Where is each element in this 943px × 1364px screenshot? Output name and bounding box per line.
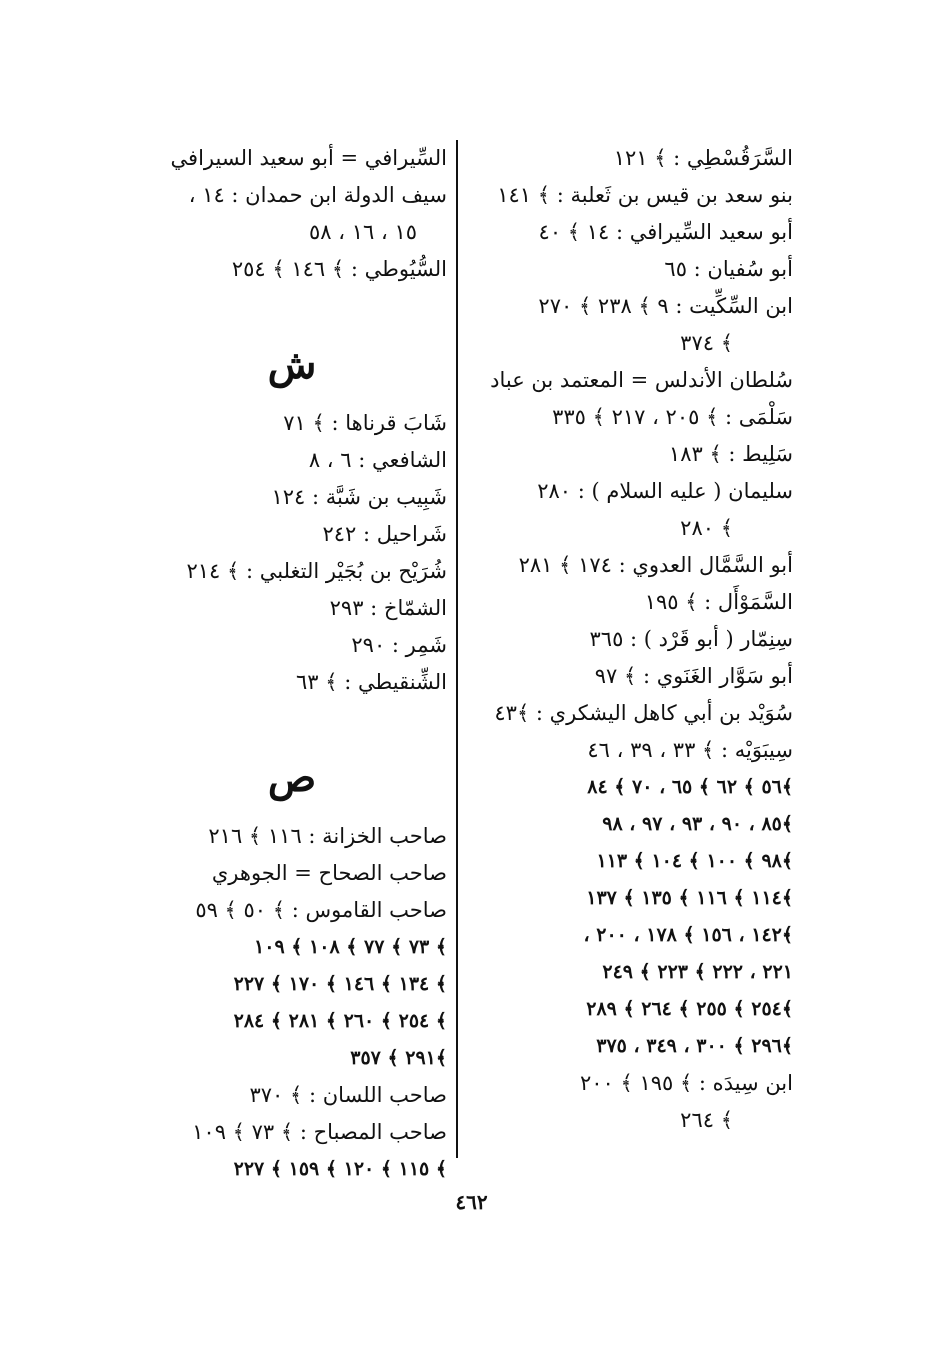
index-entry: سليمان ( عليه السلام ) : ٢٨٠ xyxy=(537,479,793,503)
index-entry: سَلْمَى : ﴾ ٢٠٥ ، ٢١٧ ﴾ ٣٣٥ xyxy=(552,405,793,429)
index-entry-continuation: ﴾١١٤ ﴾ ١١٦ ﴾ ١٣٥ ﴾ ١٣٧ xyxy=(586,887,793,909)
index-entry: شَابَ قرناها : ﴾ ٧١ xyxy=(283,411,447,435)
index-entry-continuation: ﴾ ١٣٤ ﴾ ١٤٦ ﴾ ١٧٠ ﴾ ٢٢٧ xyxy=(233,973,447,995)
index-entry: بنو سعد بن قيس بن ثَعلبة : ﴾ ١٤١ xyxy=(497,183,793,207)
index-entry: الشافعي : ٦ ، ٨ xyxy=(308,448,447,472)
index-entry-continuation: ﴾٥٦ ﴾ ٦٢ ﴾ ٦٥ ، ٧٠ ﴾ ٨٤ xyxy=(587,776,793,798)
index-entry-continuation: ﴾٢٥٤ ﴾ ٢٥٥ ﴾ ٢٦٤ ﴾ ٢٨٩ xyxy=(586,998,793,1020)
index-entry: أبو سَوَّار الغَنَوي : ﴾ ٩٧ xyxy=(594,664,793,688)
column-divider xyxy=(456,140,458,1158)
index-entry: السُّيُوطي : ﴾ ١٤٦ ﴾ ٢٥٤ xyxy=(231,257,447,281)
index-entry: شَبِيب بن شَبَّة : ١٢٤ xyxy=(271,485,447,509)
index-entry: شُرَيْح بن بُجَيْر التغلبي : ﴾ ٢١٤ xyxy=(186,559,447,583)
index-column-right xyxy=(463,140,793,1139)
index-entry: سُوَيْد بن أبي كاهل اليشكري : ﴾٤٣ xyxy=(494,701,793,725)
index-entry: شَراحيل : ٢٤٢ xyxy=(322,522,447,546)
section-spacer xyxy=(137,288,447,325)
index-column-left xyxy=(137,140,447,1188)
index-entry-continuation: ﴾٩٨ ﴾ ١٠٠ ﴾ ١٠٤ ﴾ ١١٣ xyxy=(596,850,793,872)
index-entry-continuation: ﴾ ٢٦٤ xyxy=(680,1108,733,1132)
index-entry: الشمّاخ : ٢٩٣ xyxy=(329,596,447,620)
section-spacer xyxy=(137,701,447,738)
section-letter-heading: ش xyxy=(267,341,317,388)
index-entry: السِّيرافي = أبو سعيد السيرافي xyxy=(170,146,447,170)
index-entry-continuation: ﴾ ١١٥ ﴾ ١٢٠ ﴾ ١٥٩ ﴾ ٢٢٧ xyxy=(233,1158,447,1180)
page-number: ٤٦٢ xyxy=(455,1190,488,1214)
index-entry-continuation: ﴾ ٣٧٤ xyxy=(680,331,733,355)
index-entry: سِيبَوَيْه : ﴾ ٣٣ ، ٣٩ ، ٤٦ xyxy=(587,738,793,762)
index-entry: أبو سُفيان : ٦٥ xyxy=(664,257,793,281)
index-entry-continuation: ﴾ ٧٣ ﴾ ٧٧ ﴾ ١٠٨ ﴾ ١٠٩ xyxy=(254,936,447,958)
section-letter-heading: ص xyxy=(267,754,317,801)
index-entry: صاحب المصباح : ﴾ ٧٣ ﴾ ١٠٩ xyxy=(192,1120,447,1144)
index-entry: صاحب الصحاح = الجوهري xyxy=(211,861,447,885)
index-entry: سُلطان الأندلس = المعتمد بن عباد xyxy=(490,368,793,392)
index-entry-continuation: ﴾٨٥ ، ٩٠ ، ٩٣ ، ٩٧ ، ٩٨ xyxy=(602,813,793,835)
index-entry: صاحب اللسان : ﴾ ٣٧٠ xyxy=(249,1083,447,1107)
index-entry-continuation: ٢٢١ ، ٢٢٢ ﴾ ٢٢٣ ﴾ ٢٤٩ xyxy=(602,961,793,983)
index-entry: سَلِيط : ﴾ ١٨٣ xyxy=(668,442,793,466)
index-entry-continuation: ﴾١٤٢ ، ١٥٦ ﴾ ١٧٨ ، ٢٠٠ ، xyxy=(583,924,793,946)
index-entry: صاحب القاموس : ﴾ ٥٠ ﴾ ٥٩ xyxy=(195,898,447,922)
index-entry: سِنِمّار ( أبو قَرْد ) : ٣٦٥ xyxy=(589,627,793,651)
index-entry-continuation: ﴾٢٩٦ ﴾ ٣٠٠ ، ٣٤٩ ، ٣٧٥ xyxy=(596,1035,793,1057)
index-entry: السَّرَقُسْطِي : ﴾ ١٢١ xyxy=(613,146,793,170)
index-entry: ابن السِّكِّيت : ٩ ﴾ ٢٣٨ ﴾ ٢٧٠ xyxy=(538,294,793,318)
index-entry: صاحب الخزانة : ١١٦ ﴾ ٢١٦ xyxy=(208,824,447,848)
index-entry: أبو السَّمَّال العدوي : ١٧٤ ﴾ ٢٨١ xyxy=(518,553,793,577)
index-entry: ابن سِيدَه : ﴾ ١٩٥ ﴾ ٢٠٠ xyxy=(579,1071,793,1095)
index-entry: السَّمَوْأَل : ﴾ ١٩٥ xyxy=(644,590,793,614)
index-entry: سيف الدولة ابن حمدان : ١٤ ، xyxy=(188,183,447,207)
index-entry-continuation: ١٥ ، ١٦ ، ٥٨ xyxy=(309,220,417,244)
index-entry-continuation: ﴾ ٢٥٤ ﴾ ٢٦٠ ﴾ ٢٨١ ﴾ ٢٨٤ xyxy=(233,1010,447,1032)
index-entry-continuation: ﴾٢٩١ ﴾ ٣٥٧ xyxy=(350,1047,447,1069)
index-entry-continuation: ﴾ ٢٨٠ xyxy=(680,516,733,540)
index-entry: الشِّنقيطي : ﴾ ٦٣ xyxy=(296,670,447,694)
index-entry: أبو سعيد السِّيرافي : ١٤ ﴾ ٤٠ xyxy=(538,220,793,244)
index-entry: شَمِر : ٢٩٠ xyxy=(351,633,447,657)
